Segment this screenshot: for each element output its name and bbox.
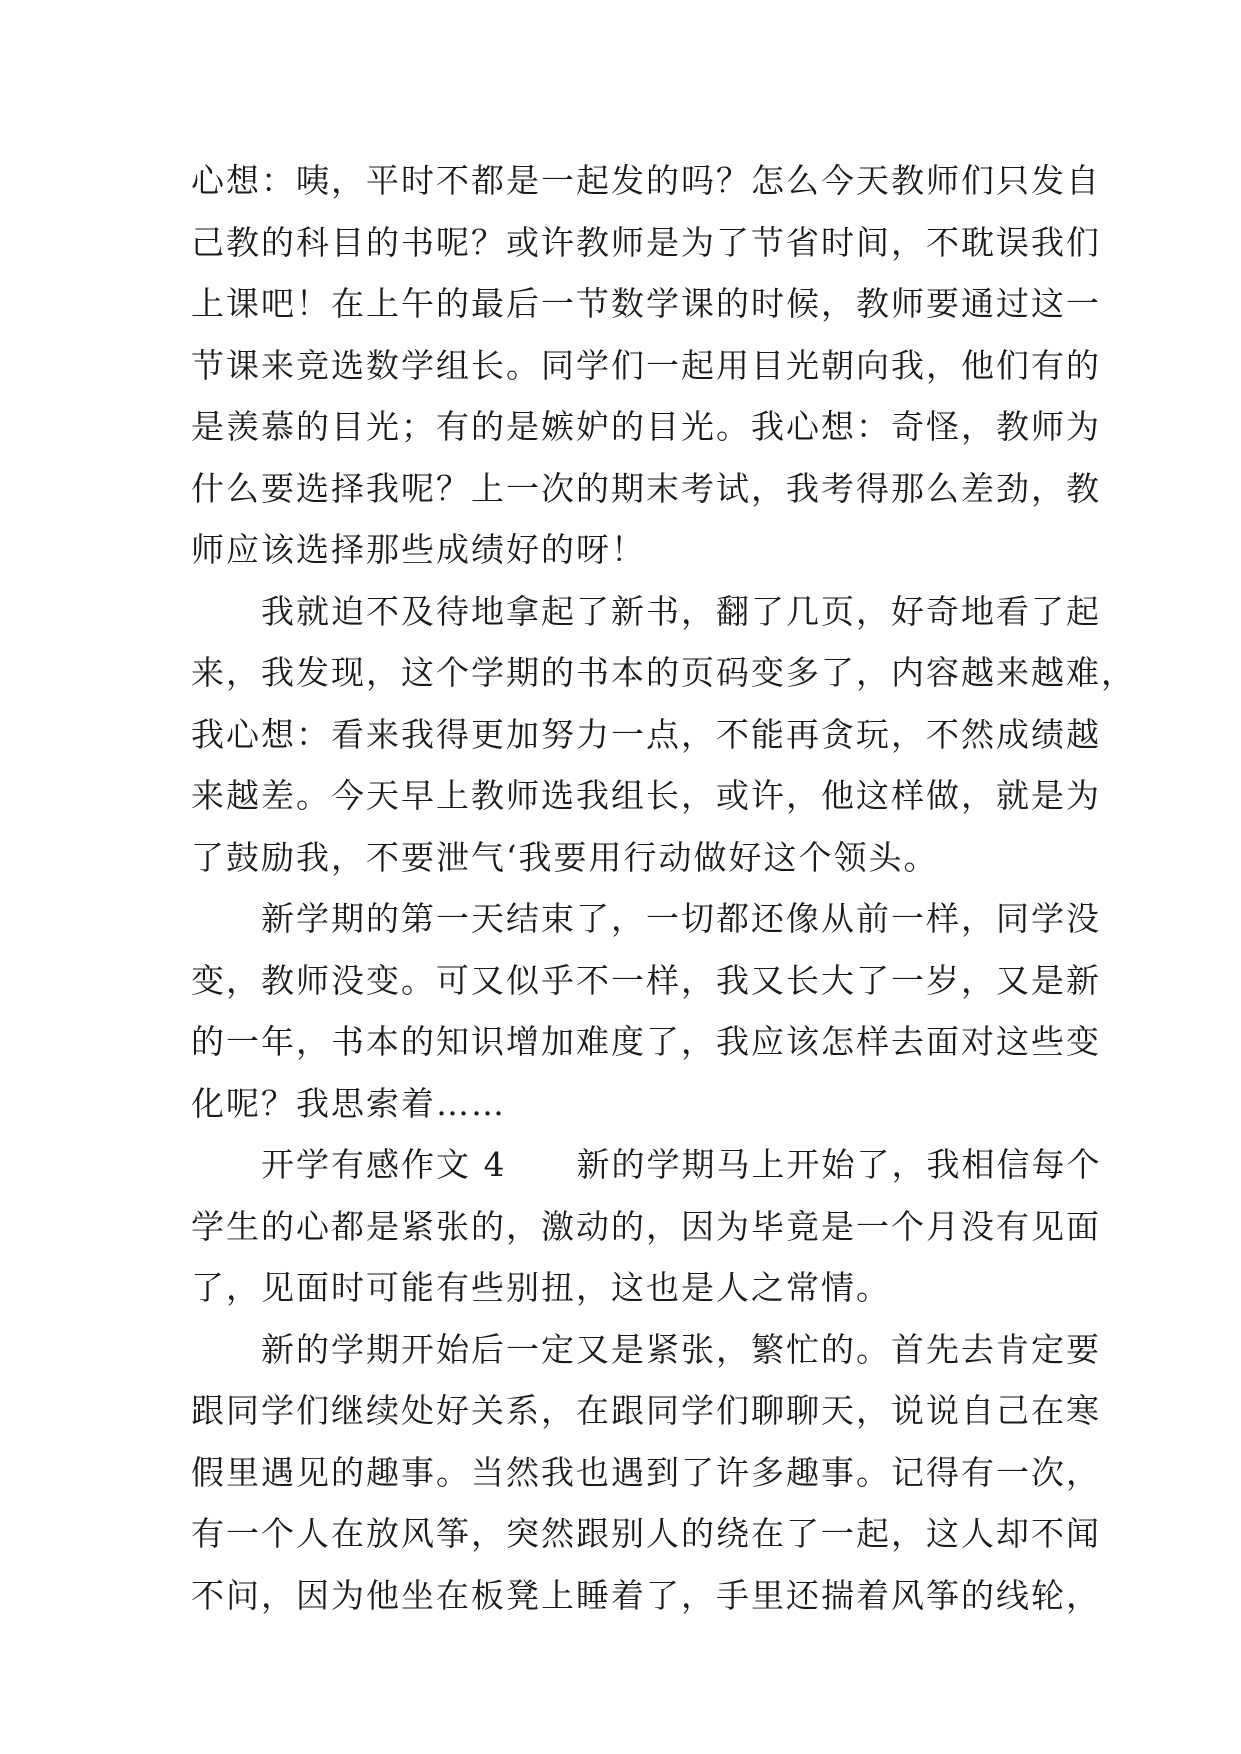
text-line: 不问，因为他坐在板凳上睡着了，手里还揣着风筝的线轮， (191, 1575, 1101, 1615)
text-line: 来，我发现，这个学期的书本的页码变多了，内容越来越难， (191, 653, 1136, 692)
text-line: 我就迫不及待地拿起了新书，翻了几页，好奇地看了起 (191, 591, 1101, 631)
text-line: 节课来竞选数学组长。同学们一起用目光朝向我，他们有的 (191, 345, 1101, 385)
text-line: 了，见面时可能有些别扭，这也是人之常情。 (191, 1268, 891, 1307)
text-line: 化呢？我思索着…… (191, 1083, 506, 1123)
text-line: 假里遇见的趣事。当然我也遇到了许多趣事。记得有一次， (191, 1452, 1101, 1492)
text-line: 我心想：看来我得更加努力一点，不能再贪玩，不然成绩越 (191, 714, 1101, 754)
text-line: 学生的心都是紧张的，激动的，因为毕竟是一个月没有见面 (191, 1206, 1101, 1246)
text-line: 跟同学们继续处好关系，在跟同学们聊聊天，说说自己在寒 (191, 1391, 1101, 1430)
text-line: 己教的科目的书呢？或许教师是为了节省时间，不耽误我们 (191, 222, 1101, 262)
text-line: 的一年，书本的知识增加难度了，我应该怎样去面对这些变 (191, 1022, 1101, 1061)
text-line: 新的学期开始后一定又是紧张，繁忙的。首先去肯定要 (191, 1329, 1101, 1369)
text-line: 了鼓励我，不要泄气‘我要用行动做好这个领头。 (191, 837, 939, 877)
text-line: 心想：咦，平时不都是一起发的吗？怎么今天教师们只发自 (191, 161, 1101, 200)
text-line: 师应该选择那些成绩好的呀！ (191, 530, 646, 569)
text-line: 有一个人在放风筝，突然跟别人的绕在了一起，这人却不闻 (191, 1514, 1101, 1553)
text-line: 上课吧！在上午的最后一节数学课的时候，教师要通过这一 (191, 284, 1101, 323)
text-line: 开学有感作文 4 新的学期马上开始了，我相信每个 (191, 1145, 1102, 1184)
body-text (191, 150, 1136, 1626)
text-line: 来越差。今天早上教师选我组长，或许，他这样做，就是为 (191, 776, 1101, 815)
text-line: 新学期的第一天结束了，一切都还像从前一样，同学没 (191, 899, 1101, 938)
text-line: 是羡慕的目光；有的是嫉妒的目光。我心想：奇怪，教师为 (191, 407, 1101, 446)
text-line: 什么要选择我呢？上一次的期末考试，我考得那么差劲，教 (191, 468, 1101, 508)
text-line: 变，教师没变。可又似乎不一样，我又长大了一岁，又是新 (191, 960, 1101, 1000)
